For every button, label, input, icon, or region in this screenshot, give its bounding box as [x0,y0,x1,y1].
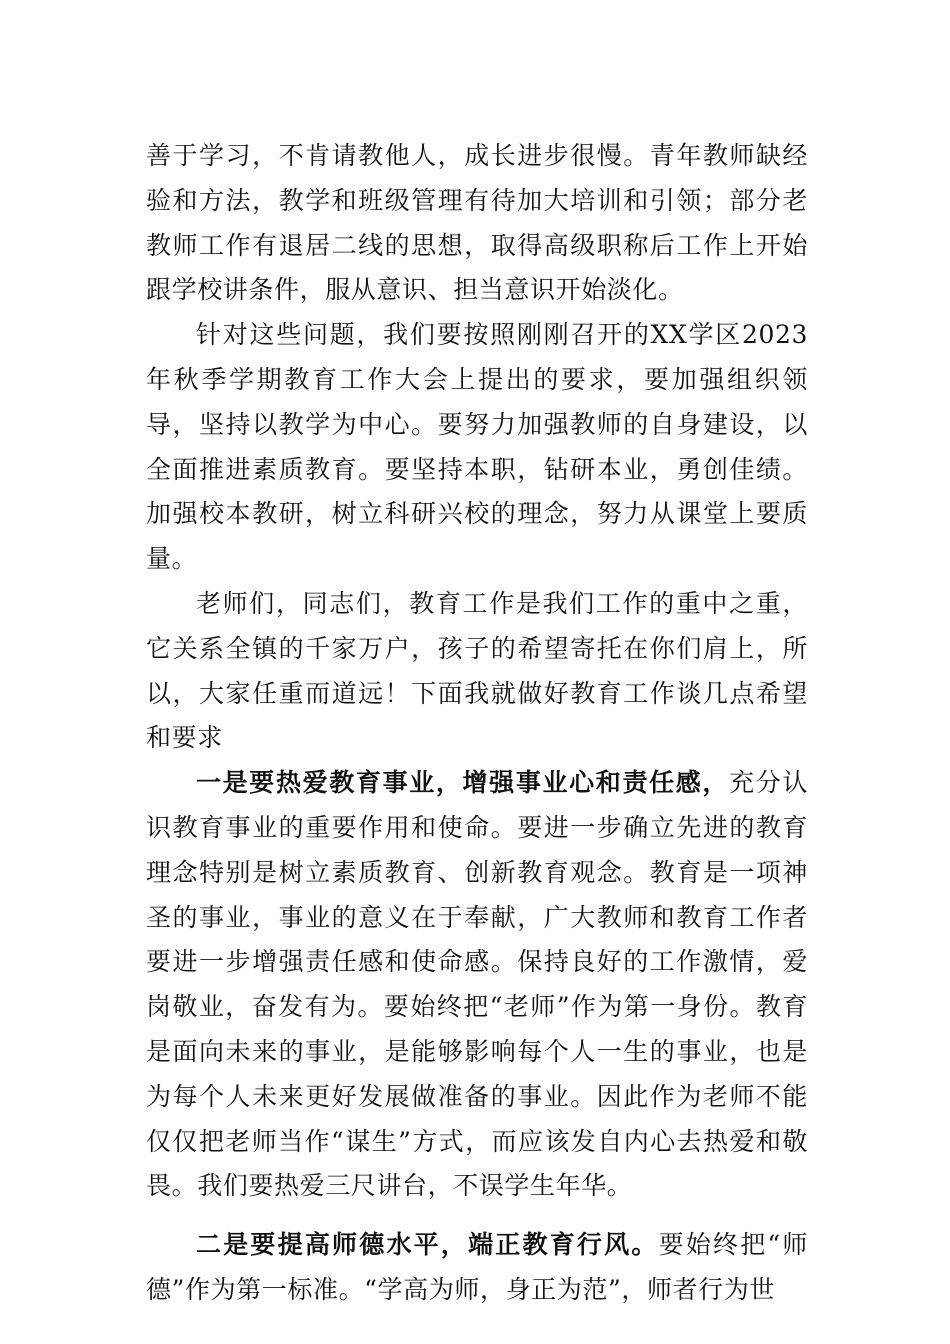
paragraph-4-heading: 一是要热爱教育事业，增强事业心和责任感， [196,768,730,798]
paragraph-2 [146,313,808,582]
paragraph-5-heading: 二是要提高师德水平，端正教育行风。 [196,1230,659,1260]
paragraph-1-text: 善于学习，不肯请教他人，成长进步很慢。青年教师缺经验和方法，教学和班级管理有待加大培训和引领；部分老教师工作有退居二线的思想，取得高级职称后工作上开始跟学校讲条件，服从意识、担当意识开始淡化。 [146,141,808,305]
paragraph-5-text: 要始终把“师德”作为第一标准。“学高为师，身正为范”，师者行为世 [146,1230,808,1304]
paragraph-1 [146,134,808,313]
paragraph-5 [146,1223,808,1313]
paragraph-4 [146,761,808,1209]
paragraph-4-text: 充分认识教育事业的重要作用和使命。要进一步确立先进的教育理念特别是树立素质教育、创新教育观念。教育是一项神圣的事业，事业的意义在于奉献，广大教师和教育工作者要进一步增强责任感和使命感。保持良好的工作激情，爱岗敬业，奋发有为。要始终把“老师”作为第一身份。教育是面向未来的事业，是能够影响每个人一生的事业，也是为每个人未来更好发展做准备的事业。因此作为老师不能仅仅把老师当作“谋生”方式，而应该发自内心去热爱和敬畏。我们要热爱三尺讲台，不误学生年华。 [146,768,808,1201]
paragraph-3-text: 老师们，同志们，教育工作是我们工作的重中之重，它关系全镇的千家万户，孩子的希望寄托在你们肩上，所以，大家任重而道远！下面我就做好教育工作谈几点希望和要求 [146,588,808,753]
document-page [146,134,808,1313]
paragraph-3 [146,582,808,761]
paragraph-2-text: 针对这些问题，我们要按照刚刚召开的XX学区2023年秋季学期教育工作大会上提出的要求，要加强组织领导，坚持以教学为中心。要努力加强教师的自身建设，以全面推进素质教育。要坚持本职，钻研本业，勇创佳绩。加强校本教研，树立科研兴校的理念，努力从课堂上要质量。 [146,320,808,574]
